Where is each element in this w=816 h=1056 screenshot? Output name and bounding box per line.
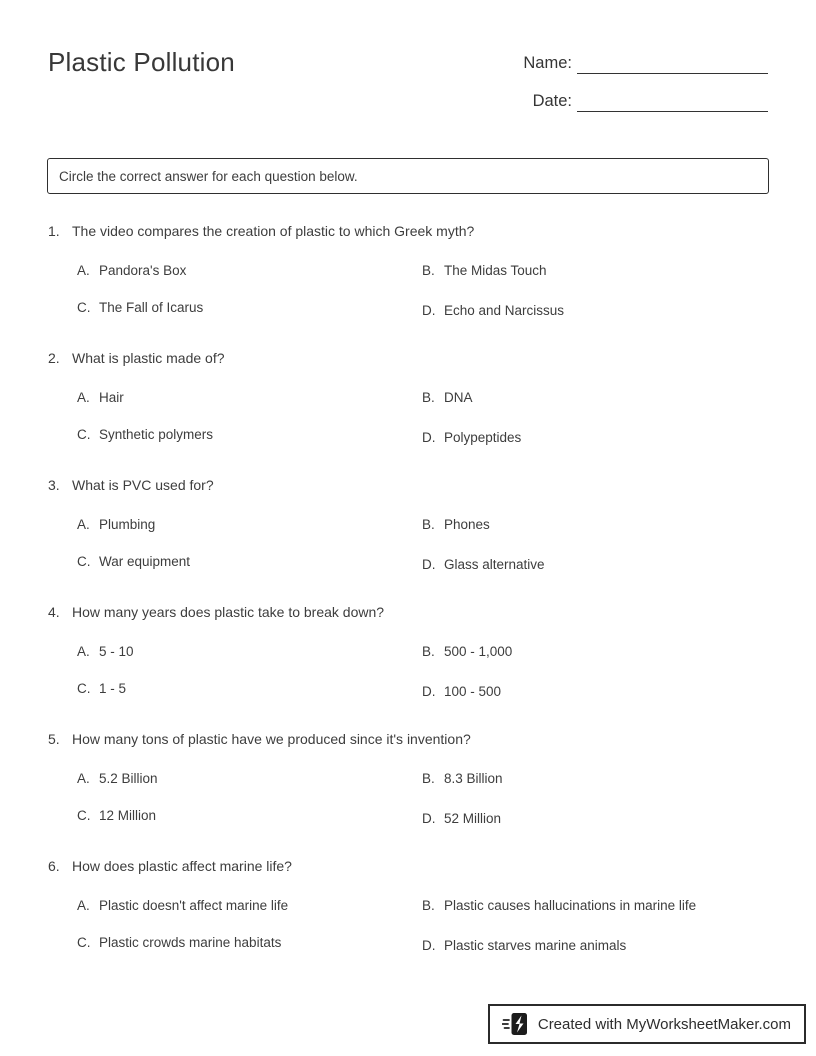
options-grid: [48, 642, 768, 698]
option-text: 1 - 5: [99, 681, 127, 696]
question: [48, 476, 768, 571]
answer-option[interactable]: [77, 806, 422, 825]
option-letter: D.: [422, 811, 436, 826]
answer-option[interactable]: [77, 515, 422, 534]
credit-text: Created with MyWorksheetMaker.com: [537, 1015, 791, 1033]
option-letter: C.: [77, 681, 91, 696]
question-number: 1.: [48, 223, 60, 239]
option-letter: B.: [422, 644, 435, 659]
options-grid: [48, 896, 768, 952]
answer-option[interactable]: [77, 552, 422, 571]
question-row: [48, 476, 768, 495]
option-text: Synthetic polymers: [99, 427, 214, 442]
option-text: Plumbing: [99, 517, 156, 532]
option-letter: C.: [77, 427, 91, 442]
answer-option[interactable]: [422, 936, 768, 955]
credit-badge: [488, 1004, 806, 1044]
answer-option[interactable]: [422, 388, 768, 407]
answer-option[interactable]: [422, 809, 768, 828]
answer-option[interactable]: [77, 896, 422, 915]
options-grid: [48, 515, 768, 571]
option-letter: B.: [422, 517, 435, 532]
question: [48, 730, 768, 825]
answer-option[interactable]: [77, 425, 422, 444]
option-letter: D.: [422, 557, 436, 572]
answer-option[interactable]: [422, 428, 768, 447]
option-text: Polypeptides: [444, 430, 522, 445]
question-text: How many years does plastic take to break down?: [72, 604, 385, 620]
option-letter: B.: [422, 263, 435, 278]
question-number: 3.: [48, 477, 60, 493]
option-text: Glass alternative: [444, 557, 545, 572]
options-grid: [48, 769, 768, 825]
answer-option[interactable]: [422, 555, 768, 574]
answer-option[interactable]: [422, 769, 768, 788]
answer-option[interactable]: [422, 642, 768, 661]
option-letter: B.: [422, 390, 435, 405]
option-text: 100 - 500: [444, 684, 502, 699]
date-blank-line[interactable]: [577, 90, 768, 112]
option-letter: C.: [77, 300, 91, 315]
date-field-row: [523, 88, 768, 112]
option-letter: A.: [77, 263, 90, 278]
answer-option[interactable]: [77, 388, 422, 407]
option-letter: D.: [422, 303, 436, 318]
options-grid: [48, 261, 768, 317]
question-row: [48, 603, 768, 622]
option-letter: D.: [422, 430, 436, 445]
option-text: 12 Million: [99, 808, 157, 823]
question-row: [48, 857, 768, 876]
option-text: Plastic starves marine animals: [444, 938, 627, 953]
option-text: Pandora's Box: [99, 263, 187, 278]
answer-option[interactable]: [422, 896, 768, 915]
option-text: DNA: [444, 390, 473, 405]
question-number: 4.: [48, 604, 60, 620]
answer-option[interactable]: [422, 261, 768, 280]
answer-option[interactable]: [77, 261, 422, 280]
option-letter: C.: [77, 554, 91, 569]
question-text: How does plastic affect marine life?: [72, 858, 292, 874]
answer-option[interactable]: [77, 298, 422, 317]
answer-option[interactable]: [422, 515, 768, 534]
option-text: Plastic crowds marine habitats: [99, 935, 282, 950]
option-text: 8.3 Billion: [444, 771, 503, 786]
question-number: 6.: [48, 858, 60, 874]
option-letter: D.: [422, 938, 436, 953]
option-text: War equipment: [99, 554, 191, 569]
option-text: 5.2 Billion: [99, 771, 158, 786]
question-list: [48, 222, 768, 984]
question-text: What is PVC used for?: [72, 477, 214, 493]
header-fields: [523, 50, 768, 126]
options-grid: [48, 388, 768, 444]
option-text: Phones: [444, 517, 490, 532]
question-text: The video compares the creation of plastic to which Greek myth?: [72, 223, 475, 239]
answer-option[interactable]: [422, 301, 768, 320]
option-text: Hair: [99, 390, 124, 405]
option-text: The Midas Touch: [444, 263, 547, 278]
option-text: 500 - 1,000: [444, 644, 513, 659]
question-text: What is plastic made of?: [72, 350, 225, 366]
answer-option[interactable]: [77, 642, 422, 661]
question-row: [48, 222, 768, 241]
worksheet-maker-logo-icon: [502, 1011, 529, 1037]
option-text: Echo and Narcissus: [444, 303, 565, 318]
option-text: 52 Million: [444, 811, 502, 826]
instructions-text: Circle the correct answer for each question below.: [59, 168, 358, 184]
question: [48, 857, 768, 952]
worksheet-title: Plastic Pollution: [48, 47, 235, 77]
option-letter: A.: [77, 898, 90, 913]
option-text: 5 - 10: [99, 644, 134, 659]
option-letter: B.: [422, 771, 435, 786]
option-letter: B.: [422, 898, 435, 913]
option-letter: A.: [77, 517, 90, 532]
question: [48, 603, 768, 698]
option-letter: A.: [77, 771, 90, 786]
option-letter: A.: [77, 390, 90, 405]
option-letter: C.: [77, 808, 91, 823]
question: [48, 349, 768, 444]
option-text: Plastic causes hallucinations in marine life: [444, 898, 697, 913]
answer-option[interactable]: [422, 682, 768, 701]
question-number: 5.: [48, 731, 60, 747]
answer-option[interactable]: [77, 679, 422, 698]
instructions-box: [47, 158, 769, 194]
option-text: The Fall of Icarus: [99, 300, 204, 315]
name-field-row: [523, 50, 768, 74]
option-letter: D.: [422, 684, 436, 699]
question: [48, 222, 768, 317]
answer-option[interactable]: [77, 933, 422, 952]
answer-option[interactable]: [77, 769, 422, 788]
name-label: Name:: [523, 54, 572, 72]
date-label: Date:: [532, 92, 572, 110]
option-text: Plastic doesn't affect marine life: [99, 898, 289, 913]
question-row: [48, 349, 768, 368]
question-number: 2.: [48, 350, 60, 366]
name-blank-line[interactable]: [577, 52, 768, 74]
option-letter: C.: [77, 935, 91, 950]
question-row: [48, 730, 768, 749]
question-text: How many tons of plastic have we produced since it's invention?: [72, 731, 471, 747]
option-letter: A.: [77, 644, 90, 659]
